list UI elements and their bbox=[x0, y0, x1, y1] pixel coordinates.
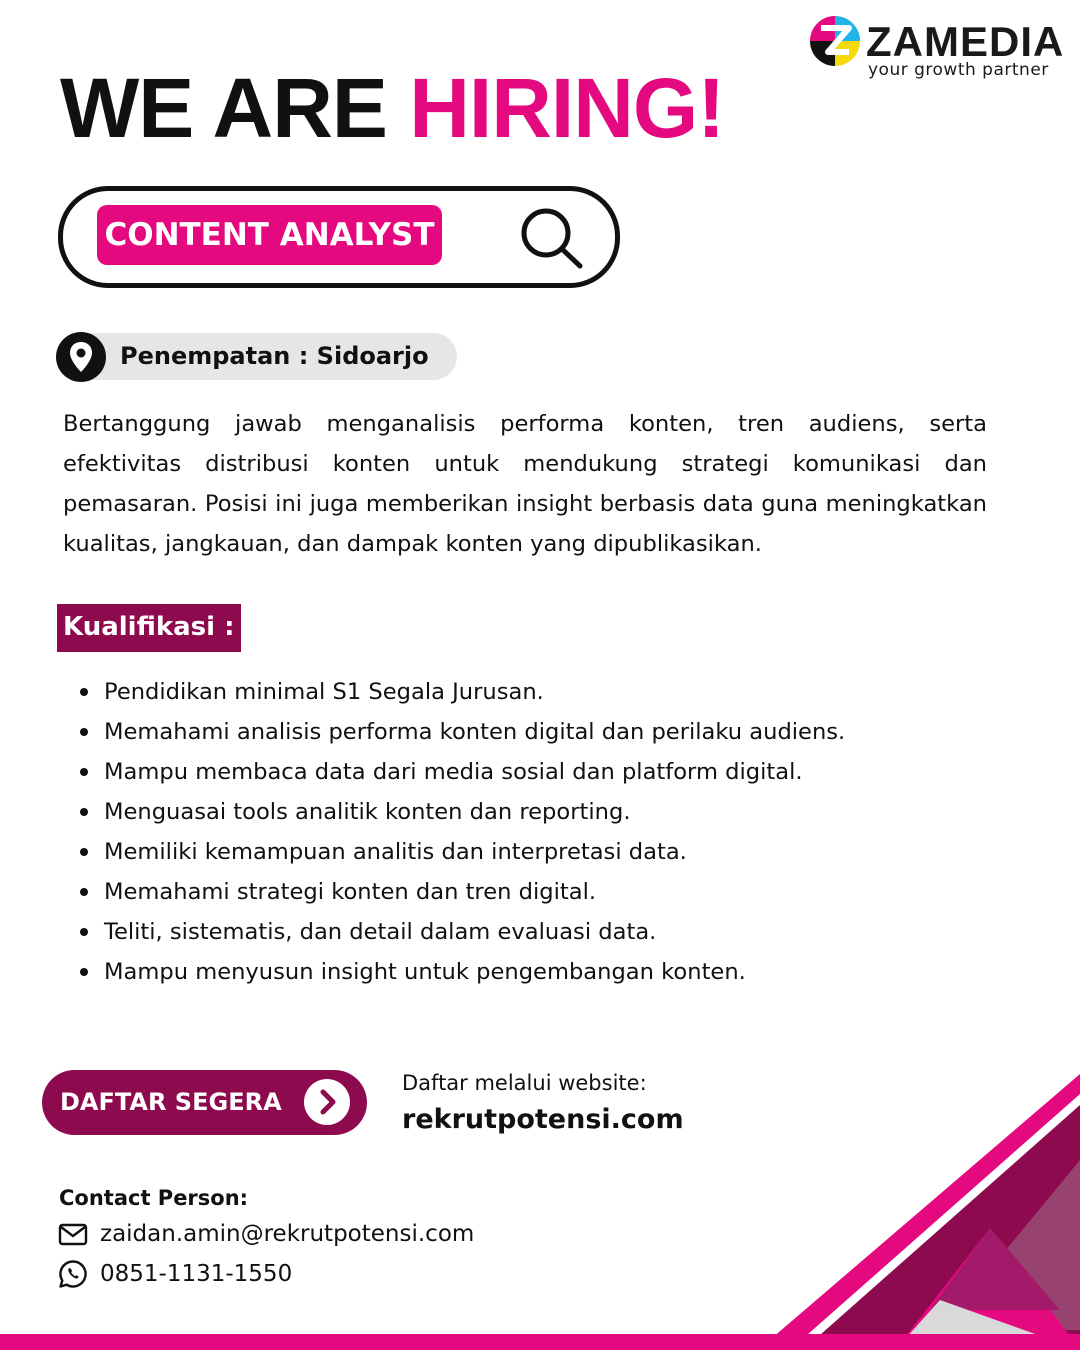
brand-name: ZAMEDIA bbox=[866, 18, 1065, 65]
list-item: Memahami analisis performa konten digital dan perilaku audiens. bbox=[80, 712, 845, 752]
location-text: Penempatan : Sidoarjo bbox=[120, 342, 429, 370]
list-item: Mampu membaca data dari media sosial dan platform digital. bbox=[80, 752, 845, 792]
headline-part-1: WE ARE bbox=[60, 61, 387, 155]
website-caption: Daftar melalui website: bbox=[402, 1071, 647, 1095]
contact-email[interactable]: zaidan.amin@rekrutpotensi.com bbox=[100, 1221, 475, 1247]
mail-icon bbox=[58, 1219, 88, 1249]
zamedia-logo-icon bbox=[808, 14, 862, 68]
apply-now-label[interactable]: DAFTAR SEGERA bbox=[60, 1088, 282, 1116]
website-link[interactable]: rekrutpotensi.com bbox=[402, 1104, 684, 1135]
qualifications-list bbox=[80, 672, 845, 992]
list-item: Memiliki kemampuan analitis dan interpretasi data. bbox=[80, 832, 845, 872]
page-title bbox=[60, 58, 724, 158]
headline-part-2: HIRING! bbox=[409, 61, 725, 155]
search-icon bbox=[516, 205, 586, 271]
list-item: Menguasai tools analitik konten dan reporting. bbox=[80, 792, 845, 832]
role-title: CONTENT ANALYST bbox=[97, 205, 442, 265]
list-item: Mampu menyusun insight untuk pengembangan konten. bbox=[80, 952, 845, 992]
contact-heading: Contact Person: bbox=[59, 1186, 249, 1210]
list-item: Pendidikan minimal S1 Segala Jurusan. bbox=[80, 672, 845, 712]
list-item: Teliti, sistematis, dan detail dalam evaluasi data. bbox=[80, 912, 845, 952]
brand-logo bbox=[808, 14, 1070, 84]
chevron-right-icon[interactable] bbox=[304, 1079, 350, 1125]
qualifications-heading: Kualifikasi : bbox=[57, 604, 241, 652]
map-pin-icon bbox=[56, 332, 106, 382]
job-description: Bertanggung jawab menganalisis performa konten, tren audiens, serta efektivitas distribusi konten untuk mendukung strategi komunikasi dan pemasaran. Posisi ini juga memberikan insight berbasis data guna meningkatkan kualitas, jangkauan, dan dampak konten yang dipublikasikan. bbox=[63, 411, 987, 557]
brand-tagline: your growth partner bbox=[868, 60, 1049, 80]
contact-phone[interactable]: 0851-1131-1550 bbox=[100, 1261, 293, 1287]
list-item: Memahami strategi konten dan tren digital. bbox=[80, 872, 845, 912]
whatsapp-icon bbox=[58, 1259, 88, 1289]
